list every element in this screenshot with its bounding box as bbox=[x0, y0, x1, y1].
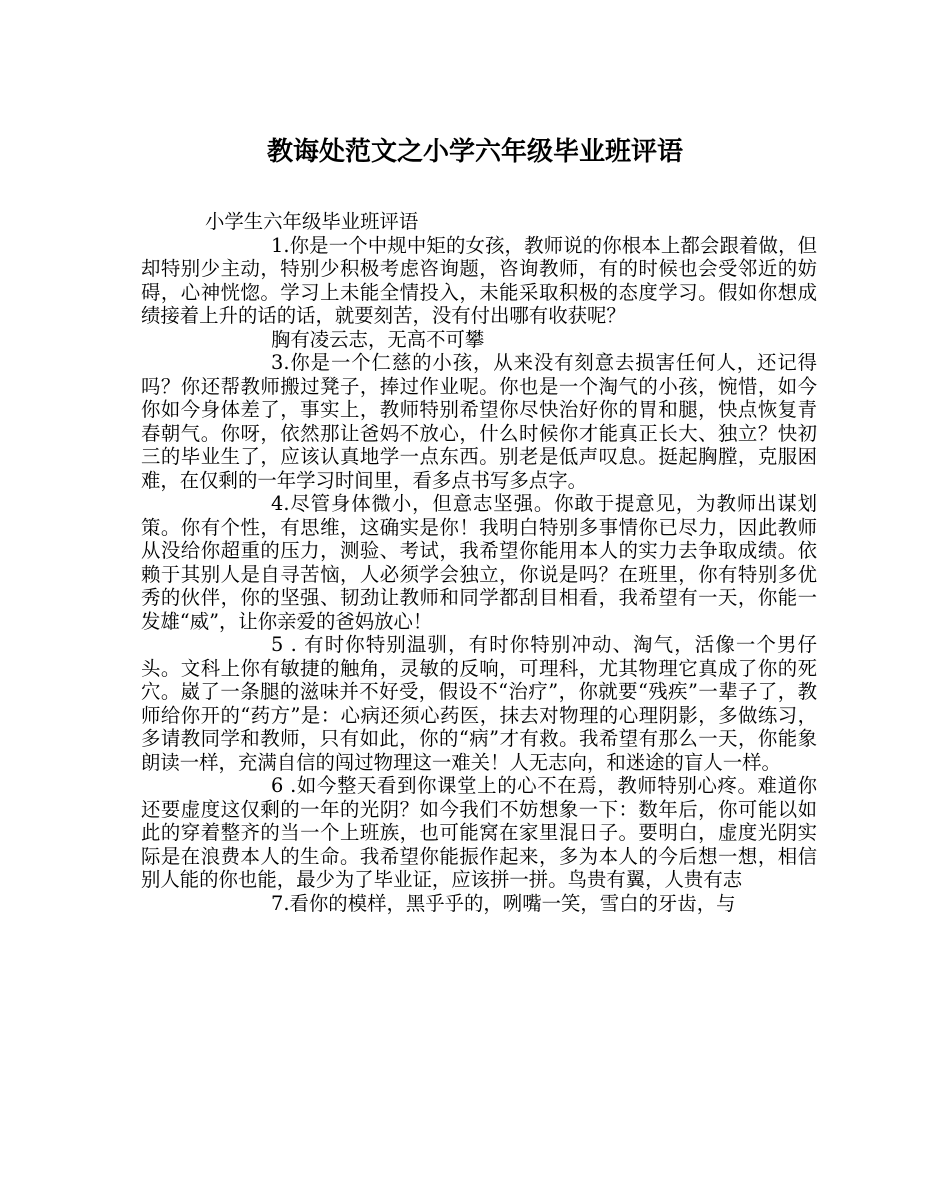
comment-paragraph-5: 5 . 有时你特别温驯，有时你特别冲动、淘气，活像一个男仔头。文科上你有敏捷的触角，灵敏的反响，可理科，尤其物理它真成了你的死穴。崴了一条腿的滋味并不好受，假设不“治疗”，你就要“残疾”一辈子了，教师给你开的“药方”是：心病还须心药医，抹去对物理的心理阴影，多做练习，多请教同学和教师，只有如此，你的“病”才有救。我希望有那么一天，你能象朗读一样，充满自信的闯过物理这一难关！人无志向，和迷途的盲人一样。 bbox=[141, 633, 817, 774]
comment-paragraph-6: 6 .如今整天看到你课堂上的心不在焉，教师特别心疼。难道你还要虚度这仅剩的一年的光阴？如今我们不妨想象一下：数年后，你可能以如此的穿着整齐的当一个上班族，也可能窝在家里混日子。要明白，虚度光阴实际是在浪费本人的生命。我希望你能振作起来，多为本人的今后想一想，相信别人能的你也能，最少为了毕业证，应该拼一拼。鸟贵有翼，人贵有志 bbox=[141, 774, 817, 891]
comment-paragraph-7: 7.看你的模样，黑乎乎的，咧嘴一笑，雪白的牙齿，与 bbox=[271, 891, 736, 915]
document-body bbox=[141, 210, 817, 915]
comment-paragraph-3: 3.你是一个仁慈的小孩，从来没有刻意去损害任何人，还记得吗？你还帮教师搬过凳子，捧过作业呢。你也是一个淘气的小孩，惋惜，如今你如今身体差了，事实上，教师特别希望你尽快治好你的胃和腿，快点恢复青春朝气。你呀，依然那让爸妈不放心，什么时候你才能真正长大、独立？快初三的毕业生了，应该认真地学一点东西。别老是低声叹息。挺起胸膛，克服困难，在仅剩的一年学习时间里，看多点书写多点字。 bbox=[141, 351, 817, 492]
document-subtitle: 小学生六年级毕业班评语 bbox=[205, 210, 419, 233]
motto-line: 胸有凌云志，无高不可攀 bbox=[271, 327, 485, 351]
page-title: 教诲处范文之小学六年级毕业班评语 bbox=[266, 137, 683, 167]
comment-paragraph-1: 1.你是一个中规中矩的女孩，教师说的你根本上都会跟着做，但却特别少主动，特别少积极考虑咨询题，咨询教师，有的时候也会受邻近的妨碍，心神恍惚。学习上未能全情投入，未能采取积极的态度学习。假如你想成绩接着上升的话的话，就要刻苦，没有付出哪有收获呢？ bbox=[141, 233, 817, 327]
comment-paragraph-4: 4.尽管身体微小，但意志坚强。你敢于提意见，为教师出谋划策。你有个性，有思维，这确实是你！我明白特别多事情你已尽力，因此教师从没给你超重的压力，测验、考试，我希望你能用本人的实力去争取成绩。依赖于其别人是自寻苦恼，人必须学会独立，你说是吗？在班里，你有特别多优秀的伙伴，你的坚强、韧劲让教师和同学都刮目相看，我希望有一天，你能一发雄“威”，让你亲爱的爸妈放心！ bbox=[141, 492, 817, 633]
